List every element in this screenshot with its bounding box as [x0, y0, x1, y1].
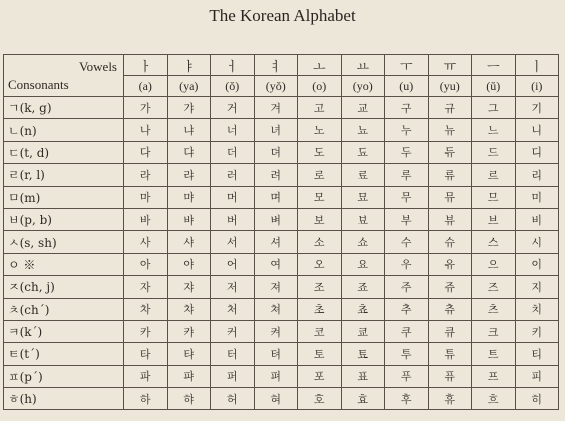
syllable-cell: 챠 — [167, 298, 211, 320]
syllable-cell: 샤 — [167, 231, 211, 253]
syllable-cell: 지 — [515, 276, 559, 298]
syllable-cell: 포 — [298, 365, 342, 387]
vowel-romanization-cell: (a) — [124, 76, 168, 97]
syllable-cell: 묘 — [341, 186, 385, 208]
syllable-cell: 마 — [124, 186, 168, 208]
syllable-cell: 히 — [515, 388, 559, 410]
syllable-cell: 투 — [385, 343, 429, 365]
syllable-cell: 냐 — [167, 119, 211, 141]
syllable-cell: 트 — [472, 343, 516, 365]
vowel-letter-cell: ㅜ — [385, 55, 429, 76]
syllable-cell: 뵤 — [341, 208, 385, 230]
syllable-cell: 느 — [472, 119, 516, 141]
korean-alphabet-table — [3, 54, 559, 410]
syllable-cell: 료 — [341, 164, 385, 186]
syllable-cell: 쳐 — [254, 298, 298, 320]
consonant-label-cell: ㄷ(t, d) — [4, 141, 124, 163]
syllable-cell: 큐 — [428, 320, 472, 342]
consonant-label-cell: ㅈ(ch, j) — [4, 276, 124, 298]
vowel-letter-cell: ㅕ — [254, 55, 298, 76]
syllable-cell: 요 — [341, 253, 385, 275]
syllable-cell: 파 — [124, 365, 168, 387]
consonant-row — [4, 141, 559, 163]
syllable-cell: 드 — [472, 141, 516, 163]
syllable-cell: 퓨 — [428, 365, 472, 387]
syllable-cell: 려 — [254, 164, 298, 186]
syllable-cell: 켜 — [254, 320, 298, 342]
syllable-cell: 피 — [515, 365, 559, 387]
syllable-cell: 두 — [385, 141, 429, 163]
consonant-label-cell: ㅎ(h) — [4, 388, 124, 410]
syllable-cell: 버 — [211, 208, 255, 230]
syllable-cell: 녀 — [254, 119, 298, 141]
syllable-cell: 부 — [385, 208, 429, 230]
syllable-cell: 구 — [385, 97, 429, 119]
vowel-romanization-cell: (ŭ) — [472, 76, 516, 97]
consonant-row — [4, 253, 559, 275]
vowel-romanization-cell: (ya) — [167, 76, 211, 97]
syllable-cell: 서 — [211, 231, 255, 253]
syllable-cell: 리 — [515, 164, 559, 186]
syllable-cell: 퍼 — [211, 365, 255, 387]
vowel-letter-cell: ㅛ — [341, 55, 385, 76]
syllable-cell: 비 — [515, 208, 559, 230]
vowel-romanization-cell: (yŏ) — [254, 76, 298, 97]
syllable-cell: 효 — [341, 388, 385, 410]
vowel-romanization-cell: (ŏ) — [211, 76, 255, 97]
syllable-cell: 나 — [124, 119, 168, 141]
syllable-cell: 야 — [167, 253, 211, 275]
syllable-cell: 라 — [124, 164, 168, 186]
syllable-cell: 초 — [298, 298, 342, 320]
syllable-cell: 튜 — [428, 343, 472, 365]
syllable-cell: 캬 — [167, 320, 211, 342]
syllable-cell: 브 — [472, 208, 516, 230]
syllable-cell: 거 — [211, 97, 255, 119]
syllable-cell: 즈 — [472, 276, 516, 298]
syllable-cell: 다 — [124, 141, 168, 163]
syllable-cell: 져 — [254, 276, 298, 298]
syllable-cell: 기 — [515, 97, 559, 119]
consonant-row — [4, 186, 559, 208]
syllable-cell: 뉴 — [428, 119, 472, 141]
syllable-cell: 츠 — [472, 298, 516, 320]
consonant-row — [4, 119, 559, 141]
vowel-letter-cell: ㅗ — [298, 55, 342, 76]
syllable-cell: 뇨 — [341, 119, 385, 141]
syllable-cell: 커 — [211, 320, 255, 342]
syllable-cell: 우 — [385, 253, 429, 275]
syllable-cell: 보 — [298, 208, 342, 230]
syllable-cell: 류 — [428, 164, 472, 186]
syllable-cell: 그 — [472, 97, 516, 119]
consonant-label-cell: ㄴ(n) — [4, 119, 124, 141]
syllable-cell: 댜 — [167, 141, 211, 163]
syllable-cell: 쥬 — [428, 276, 472, 298]
syllable-cell: 죠 — [341, 276, 385, 298]
consonant-row — [4, 208, 559, 230]
syllable-cell: 스 — [472, 231, 516, 253]
syllable-cell: 표 — [341, 365, 385, 387]
syllable-cell: 휴 — [428, 388, 472, 410]
consonant-label-cell: ㅇ ※ — [4, 253, 124, 275]
syllable-cell: 루 — [385, 164, 429, 186]
syllable-cell: 프 — [472, 365, 516, 387]
syllable-cell: 므 — [472, 186, 516, 208]
syllable-cell: 타 — [124, 343, 168, 365]
syllable-cell: 고 — [298, 97, 342, 119]
syllable-cell: 랴 — [167, 164, 211, 186]
header-corner-cell — [4, 55, 124, 97]
syllable-cell: 사 — [124, 231, 168, 253]
consonant-row — [4, 365, 559, 387]
syllable-cell: 바 — [124, 208, 168, 230]
syllable-cell: 머 — [211, 186, 255, 208]
syllable-cell: 토 — [298, 343, 342, 365]
syllable-cell: 소 — [298, 231, 342, 253]
syllable-cell: 흐 — [472, 388, 516, 410]
syllable-cell: 퍄 — [167, 365, 211, 387]
syllable-cell: 후 — [385, 388, 429, 410]
vowels-label: Vowels — [78, 59, 117, 74]
vowel-romanization-cell: (yo) — [341, 76, 385, 97]
syllable-cell: 툐 — [341, 343, 385, 365]
syllable-cell: 오 — [298, 253, 342, 275]
syllable-cell: 셔 — [254, 231, 298, 253]
syllable-cell: 르 — [472, 164, 516, 186]
syllable-cell: 수 — [385, 231, 429, 253]
consonant-label-cell: ㅋ(k´) — [4, 320, 124, 342]
syllable-cell: 어 — [211, 253, 255, 275]
vowel-letter-cell: ㅏ — [124, 55, 168, 76]
syllable-cell: 저 — [211, 276, 255, 298]
syllable-cell: 뱌 — [167, 208, 211, 230]
vowel-letter-cell: ㅠ — [428, 55, 472, 76]
syllable-cell: 코 — [298, 320, 342, 342]
consonant-row — [4, 298, 559, 320]
syllable-cell: 뎌 — [254, 141, 298, 163]
consonant-row — [4, 320, 559, 342]
consonant-label-cell: ㅂ(p, b) — [4, 208, 124, 230]
syllable-cell: 쿠 — [385, 320, 429, 342]
syllable-cell: 갸 — [167, 97, 211, 119]
syllable-cell: 혀 — [254, 388, 298, 410]
syllable-cell: 차 — [124, 298, 168, 320]
syllable-cell: 키 — [515, 320, 559, 342]
syllable-cell: 크 — [472, 320, 516, 342]
syllable-cell: 여 — [254, 253, 298, 275]
syllable-cell: 러 — [211, 164, 255, 186]
syllable-cell: 쟈 — [167, 276, 211, 298]
consonant-label-cell: ㄱ(k, g) — [4, 97, 124, 119]
syllable-cell: 로 — [298, 164, 342, 186]
syllable-cell: 니 — [515, 119, 559, 141]
syllable-cell: 호 — [298, 388, 342, 410]
syllable-cell: 규 — [428, 97, 472, 119]
consonant-row — [4, 231, 559, 253]
vowel-romanization-cell: (i) — [515, 76, 559, 97]
syllable-cell: 으 — [472, 253, 516, 275]
syllable-cell: 뮤 — [428, 186, 472, 208]
syllable-cell: 며 — [254, 186, 298, 208]
syllable-cell: 햐 — [167, 388, 211, 410]
syllable-cell: 슈 — [428, 231, 472, 253]
syllable-cell: 더 — [211, 141, 255, 163]
syllable-cell: 카 — [124, 320, 168, 342]
syllable-cell: 미 — [515, 186, 559, 208]
syllable-cell: 도 — [298, 141, 342, 163]
syllable-cell: 노 — [298, 119, 342, 141]
syllable-cell: 탸 — [167, 343, 211, 365]
syllable-cell: 이 — [515, 253, 559, 275]
syllable-cell: 티 — [515, 343, 559, 365]
syllable-cell: 너 — [211, 119, 255, 141]
syllable-cell: 쇼 — [341, 231, 385, 253]
syllable-cell: 뷰 — [428, 208, 472, 230]
page-title: The Korean Alphabet — [209, 6, 356, 25]
syllable-cell: 텨 — [254, 343, 298, 365]
vowel-romanization-cell: (yu) — [428, 76, 472, 97]
vowel-letter-cell: ㅡ — [472, 55, 516, 76]
syllable-cell: 푸 — [385, 365, 429, 387]
syllable-cell: 가 — [124, 97, 168, 119]
syllable-cell: 됴 — [341, 141, 385, 163]
vowel-letter-row — [4, 55, 559, 76]
syllable-cell: 모 — [298, 186, 342, 208]
syllable-cell: 조 — [298, 276, 342, 298]
consonant-row — [4, 276, 559, 298]
syllable-cell: 시 — [515, 231, 559, 253]
syllable-cell: 먀 — [167, 186, 211, 208]
syllable-cell: 주 — [385, 276, 429, 298]
consonant-label-cell: ㅊ(ch´) — [4, 298, 124, 320]
syllable-cell: 누 — [385, 119, 429, 141]
syllable-cell: 처 — [211, 298, 255, 320]
syllable-cell: 쵸 — [341, 298, 385, 320]
syllable-cell: 펴 — [254, 365, 298, 387]
consonant-label-cell: ㄹ(r, l) — [4, 164, 124, 186]
vowel-letter-cell: ㅓ — [211, 55, 255, 76]
consonant-row — [4, 97, 559, 119]
syllable-cell: 치 — [515, 298, 559, 320]
syllable-cell: 겨 — [254, 97, 298, 119]
syllable-cell: 교 — [341, 97, 385, 119]
consonant-label-cell: ㅍ(p´) — [4, 365, 124, 387]
syllable-cell: 허 — [211, 388, 255, 410]
syllable-cell: 유 — [428, 253, 472, 275]
consonant-label-cell: ㅅ(s, sh) — [4, 231, 124, 253]
syllable-cell: 무 — [385, 186, 429, 208]
syllable-cell: 츄 — [428, 298, 472, 320]
syllable-cell: 추 — [385, 298, 429, 320]
syllable-cell: 하 — [124, 388, 168, 410]
syllable-cell: 쿄 — [341, 320, 385, 342]
vowel-romanization-cell: (o) — [298, 76, 342, 97]
vowel-romanization-cell: (u) — [385, 76, 429, 97]
syllable-cell: 듀 — [428, 141, 472, 163]
vowel-letter-cell: ㅣ — [515, 55, 559, 76]
vowel-letter-cell: ㅑ — [167, 55, 211, 76]
syllable-cell: 디 — [515, 141, 559, 163]
consonant-label-cell: ㅌ(t´) — [4, 343, 124, 365]
consonant-row — [4, 164, 559, 186]
syllable-cell: 벼 — [254, 208, 298, 230]
consonant-row — [4, 388, 559, 410]
consonant-row — [4, 343, 559, 365]
syllable-cell: 자 — [124, 276, 168, 298]
consonant-label-cell: ㅁ(m) — [4, 186, 124, 208]
syllable-cell: 터 — [211, 343, 255, 365]
consonants-label: Consonants — [8, 77, 69, 92]
syllable-cell: 아 — [124, 253, 168, 275]
